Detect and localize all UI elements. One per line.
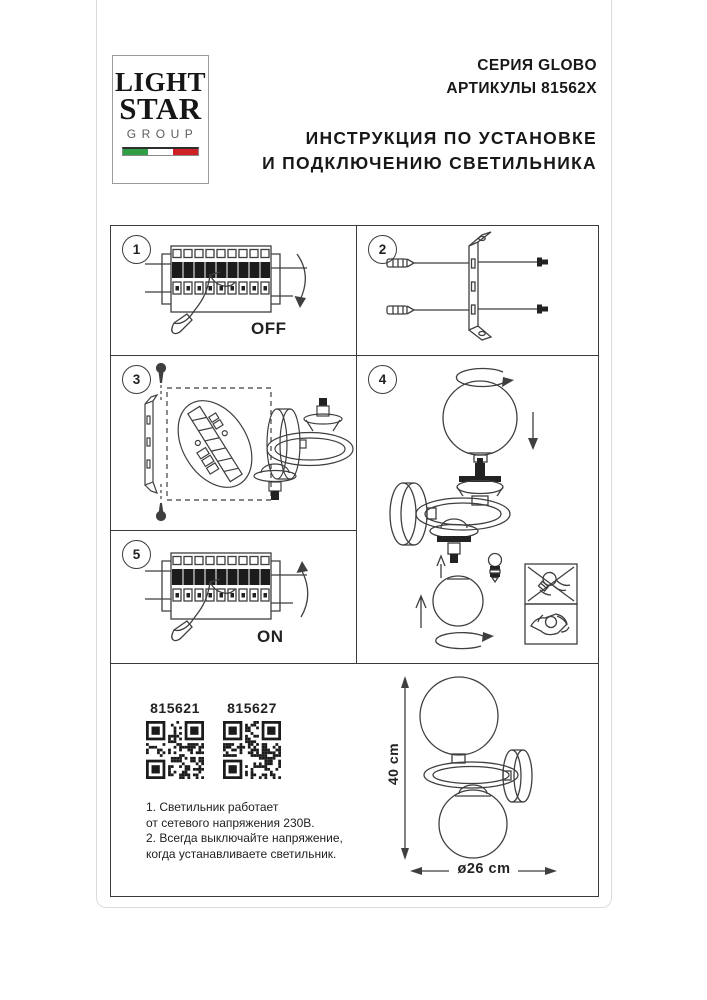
step-5-panel <box>111 531 357 664</box>
arrow-up-long <box>416 596 426 628</box>
screw-bottom <box>478 305 548 314</box>
step-3-panel <box>111 356 357 531</box>
use-cloth-icon <box>531 614 569 635</box>
wall-bracket <box>145 395 157 493</box>
arrow-up-icon <box>297 561 309 617</box>
screw-top <box>157 364 166 403</box>
step-4-panel <box>357 356 598 664</box>
note-line: когда устанавливаете светильник. <box>146 846 337 861</box>
screw-bottom <box>157 484 166 521</box>
series-title: СЕРИЯ GLOBO <box>477 57 597 74</box>
step-1-number: 1 <box>122 235 151 264</box>
instruction-title-line1: ИНСТРУКЦИЯ ПО УСТАНОВКЕ <box>305 128 597 148</box>
flag-green <box>123 149 148 155</box>
dimension-drawing <box>111 664 598 896</box>
logo-word-light: LIGHT <box>114 67 207 97</box>
top-globe <box>443 381 517 455</box>
step-1-panel <box>111 226 357 356</box>
italian-flag-stripe <box>122 147 199 156</box>
on-label: ON <box>257 627 284 646</box>
pointing-hand-icon <box>172 272 235 334</box>
flag-red <box>173 149 198 155</box>
article-number-2: 815627 <box>227 700 277 716</box>
instruction-title-line2: И ПОДКЛЮЧЕНИЮ СВЕТИЛЬНИКА <box>262 153 597 173</box>
diameter-dimension-label: ø26 cm <box>457 861 511 877</box>
warning-inset <box>525 564 577 644</box>
note-line: 1. Светильник работает <box>146 800 279 814</box>
step-4-number: 4 <box>368 365 397 394</box>
instruction-steps-grid <box>110 225 599 897</box>
arrow-down <box>528 412 538 450</box>
info-panel <box>111 664 598 896</box>
arrow-down-icon <box>295 254 307 308</box>
canopy-backplate-with-terminal <box>163 387 267 501</box>
top-socket <box>304 398 342 431</box>
wall-anchor-top <box>387 259 469 267</box>
arrow-up-small <box>437 556 445 578</box>
note-line: от сетевого напряжения 230В. <box>146 815 315 830</box>
step-2-number: 2 <box>368 235 397 264</box>
no-bare-hands-icon <box>528 567 574 601</box>
bottom-socket <box>254 464 296 500</box>
rotate-arrow-bottom <box>436 632 494 649</box>
logo-word-group: GROUP <box>126 127 199 141</box>
lower-globe <box>439 790 507 858</box>
articles-title: АРТИКУЛЫ 81562X <box>446 80 597 97</box>
bottom-socket <box>430 519 478 563</box>
wall-canopy <box>390 483 436 545</box>
logo-word-star: STAR <box>119 91 202 126</box>
step-3-number: 3 <box>122 365 151 394</box>
flag-white <box>148 149 173 155</box>
screw-top <box>478 258 548 267</box>
lightstar-logo <box>112 55 209 184</box>
header-titles <box>262 54 597 176</box>
height-dimension-line <box>401 676 409 860</box>
step-2-panel <box>357 226 598 356</box>
globe-installation-illustration <box>357 356 596 662</box>
note-line: 2. Всегда выключайте напряжение, <box>146 831 343 845</box>
pointing-hand-icon <box>172 579 235 641</box>
upper-globe <box>420 677 498 755</box>
article-number-1: 815621 <box>150 700 200 716</box>
wall-anchor-bottom <box>387 306 469 314</box>
bottom-globe <box>433 576 483 626</box>
height-dimension-label: 40 cm <box>385 742 401 786</box>
off-label: OFF <box>251 319 287 338</box>
light-bulb <box>489 554 502 583</box>
step-5-number: 5 <box>122 540 151 569</box>
